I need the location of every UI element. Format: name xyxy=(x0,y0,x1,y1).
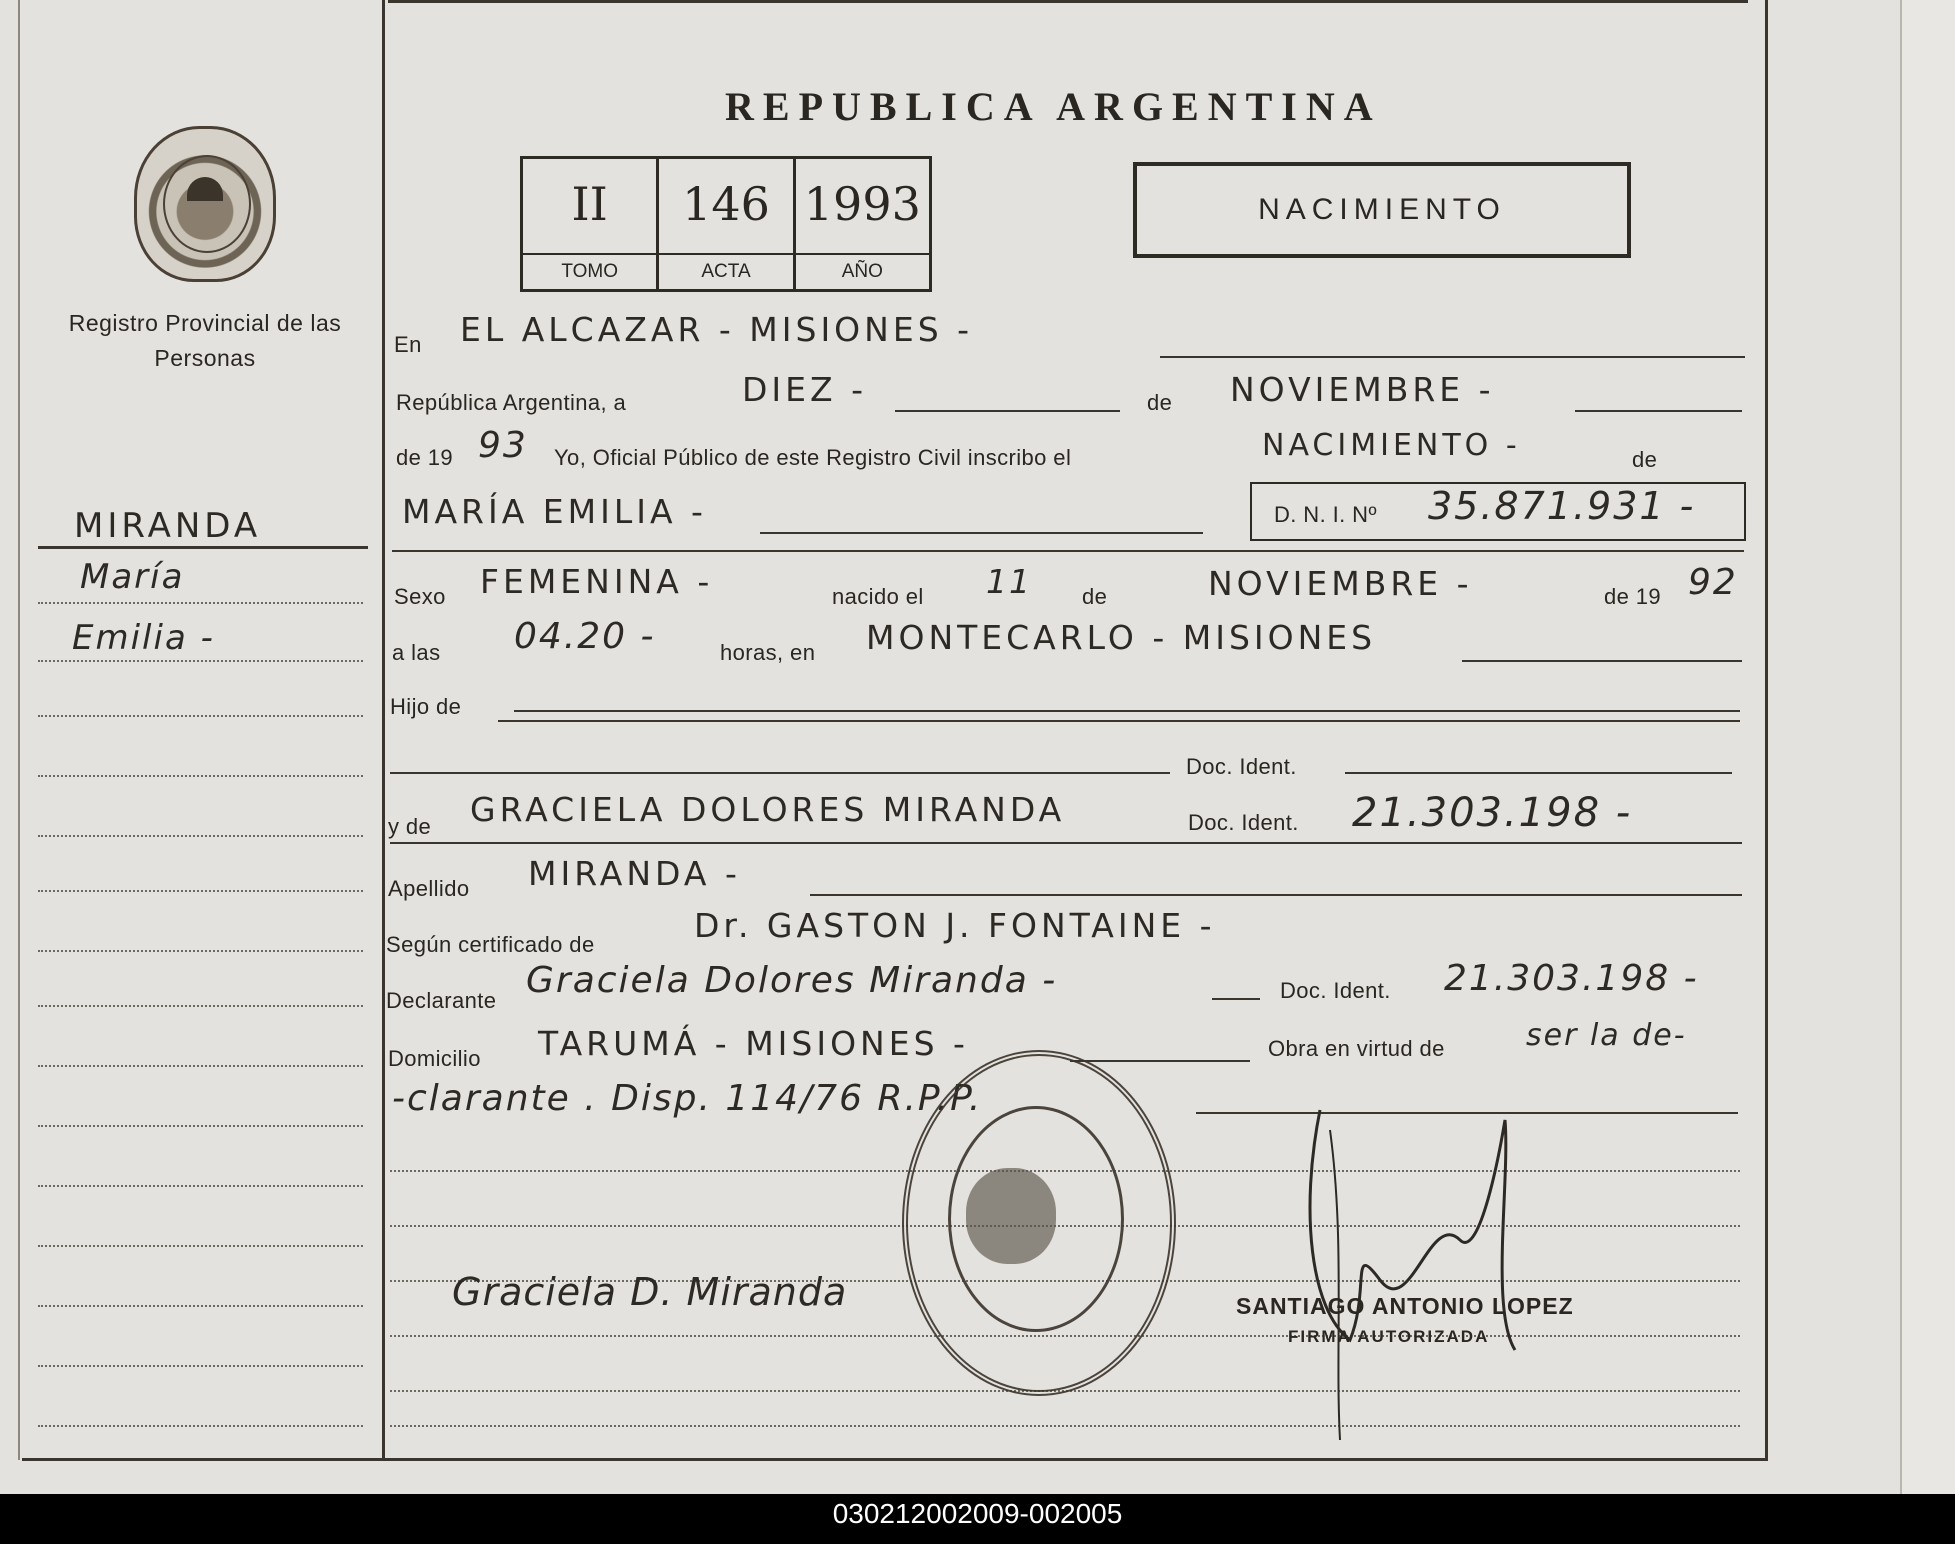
label-doc-ident: Doc. Ident. xyxy=(1280,978,1391,1003)
margin-given-name-1: María xyxy=(80,557,185,597)
field-line xyxy=(514,710,1740,712)
anio-label: AÑO xyxy=(796,253,929,289)
tomo-label: TOMO xyxy=(523,253,656,289)
field-line xyxy=(810,894,1742,896)
margin-dotted-line xyxy=(38,950,363,952)
margin-dotted-line xyxy=(38,602,363,604)
label-sexo: Sexo xyxy=(394,584,446,609)
field-line xyxy=(895,410,1120,412)
field-domicilio: TARUMÁ - MISIONES - xyxy=(538,1024,969,1063)
label-republica: República Argentina, a xyxy=(396,390,627,415)
archive-code: 030212002009-002005 xyxy=(832,1498,1123,1529)
field-line xyxy=(498,720,1740,722)
field-mes: NOVIEMBRE - xyxy=(1230,370,1495,409)
stamp-emblem xyxy=(966,1168,1056,1264)
tomo-value: II xyxy=(571,177,608,231)
label-de-19: de 19 xyxy=(1604,584,1662,609)
field-line xyxy=(1345,772,1732,774)
field-mes-nac: NOVIEMBRE - xyxy=(1208,564,1473,603)
label-apellido: Apellido xyxy=(388,876,470,901)
margin-dotted-line xyxy=(38,1245,363,1247)
signatory-title: FIRMA AUTORIZADA xyxy=(1288,1327,1490,1346)
acta-cell xyxy=(659,159,795,289)
label-obra: Obra en virtud de xyxy=(1268,1036,1445,1061)
anio-value: 1993 xyxy=(803,177,921,231)
field-obra-1: ser la de- xyxy=(1526,1018,1687,1053)
field-anio-nac: 92 xyxy=(1688,562,1738,603)
column-divider xyxy=(382,0,385,1458)
frame-left-edge xyxy=(18,0,20,1460)
field-declarante: Graciela Dolores Miranda - xyxy=(526,960,1058,1001)
field-apellido: MIRANDA - xyxy=(528,854,741,893)
field-madre: GRACIELA DOLORES MIRANDA xyxy=(470,790,1066,829)
margin-dotted-line xyxy=(38,1305,363,1307)
signatory-name: SANTIAGO ANTONIO LOPEZ xyxy=(1236,1293,1574,1319)
margin-dotted-line xyxy=(38,660,363,662)
label-de: de xyxy=(1632,447,1658,472)
label-horas-en: horas, en xyxy=(720,640,816,665)
field-lugar: EL ALCAZAR - MISIONES - xyxy=(460,310,974,349)
field-lugar-nac: MONTECARLO - MISIONES xyxy=(866,618,1377,657)
field-anio-registro: 93 xyxy=(478,425,528,466)
country-title: REPUBLICA ARGENTINA xyxy=(725,84,1382,129)
margin-dotted-line xyxy=(38,775,363,777)
field-line xyxy=(1212,998,1260,1000)
margin-dotted-line xyxy=(38,890,363,892)
margin-dotted-line xyxy=(38,1185,363,1187)
margin-dotted-line xyxy=(38,1065,363,1067)
tomo-cell xyxy=(523,159,659,289)
field-nombre: MARÍA EMILIA - xyxy=(402,492,707,531)
label-yo-oficial: Yo, Oficial Público de este Registro Civil inscribo el xyxy=(554,445,1072,470)
margin-rule xyxy=(38,546,368,549)
top-rule xyxy=(388,0,1748,3)
adjacent-sheet xyxy=(1900,0,1955,1494)
margin-dotted-line xyxy=(38,1005,363,1007)
field-obra-2: -clarante . Disp. 114/76 R.P.P. xyxy=(392,1078,983,1119)
field-madre-doc: 21.303.198 - xyxy=(1352,790,1633,836)
organization-name: Registro Provincial de las Personas xyxy=(68,310,342,371)
label-declarante: Declarante xyxy=(386,988,497,1013)
field-line xyxy=(760,532,1203,534)
field-sexo: FEMENINA - xyxy=(480,562,714,601)
label-dni: D. N. I. Nº xyxy=(1274,502,1377,527)
label-a-las: a las xyxy=(392,640,441,665)
field-line xyxy=(1575,410,1742,412)
anio-cell xyxy=(796,159,929,289)
field-hora: 04.20 - xyxy=(514,616,656,657)
field-dni: 35.871.931 - xyxy=(1428,484,1696,528)
label-de-19: de 19 xyxy=(396,445,454,470)
field-certificado: Dr. GASTON J. FONTAINE - xyxy=(694,906,1216,945)
label-segun-certificado: Según certificado de xyxy=(386,932,595,957)
margin-dotted-line xyxy=(38,835,363,837)
label-doc-ident: Doc. Ident. xyxy=(1188,810,1299,835)
label-y-de: y de xyxy=(388,814,432,839)
acta-label: ACTA xyxy=(659,253,792,289)
field-line xyxy=(1462,660,1742,662)
label-hijo-de: Hijo de xyxy=(390,694,462,719)
margin-dotted-line xyxy=(38,1425,363,1427)
official-signature-icon xyxy=(1290,1090,1550,1450)
label-de: de xyxy=(1082,584,1108,609)
field-acto: NACIMIENTO - xyxy=(1262,428,1521,463)
label-doc-ident: Doc. Ident. xyxy=(1186,754,1297,779)
label-nacido-el: nacido el xyxy=(832,584,924,609)
field-declarante-doc: 21.303.198 - xyxy=(1444,958,1699,999)
field-dia-nac: 11 xyxy=(986,562,1032,601)
margin-dotted-line xyxy=(38,1125,363,1127)
margin-given-name-2: Emilia - xyxy=(72,618,215,658)
field-line xyxy=(390,772,1170,774)
declarant-signature: Graciela D. Miranda xyxy=(452,1270,848,1314)
official-stamp xyxy=(902,1050,1176,1396)
field-line xyxy=(1070,1060,1250,1062)
provincial-seal xyxy=(134,126,276,282)
field-line xyxy=(390,842,1742,844)
document-type-box: NACIMIENTO xyxy=(1133,162,1631,258)
field-line xyxy=(392,550,1744,552)
margin-surname: MIRANDA xyxy=(74,506,262,546)
margin-dotted-line xyxy=(38,1365,363,1367)
label-en: En xyxy=(394,332,422,357)
label-domicilio: Domicilio xyxy=(388,1046,481,1071)
field-line xyxy=(1160,356,1745,358)
margin-dotted-line xyxy=(38,715,363,717)
seal-inner-ring xyxy=(163,155,251,253)
acta-value: 146 xyxy=(682,177,770,231)
label-de: de xyxy=(1147,390,1173,415)
registry-box xyxy=(520,156,932,292)
field-dia: DIEZ - xyxy=(742,370,867,409)
